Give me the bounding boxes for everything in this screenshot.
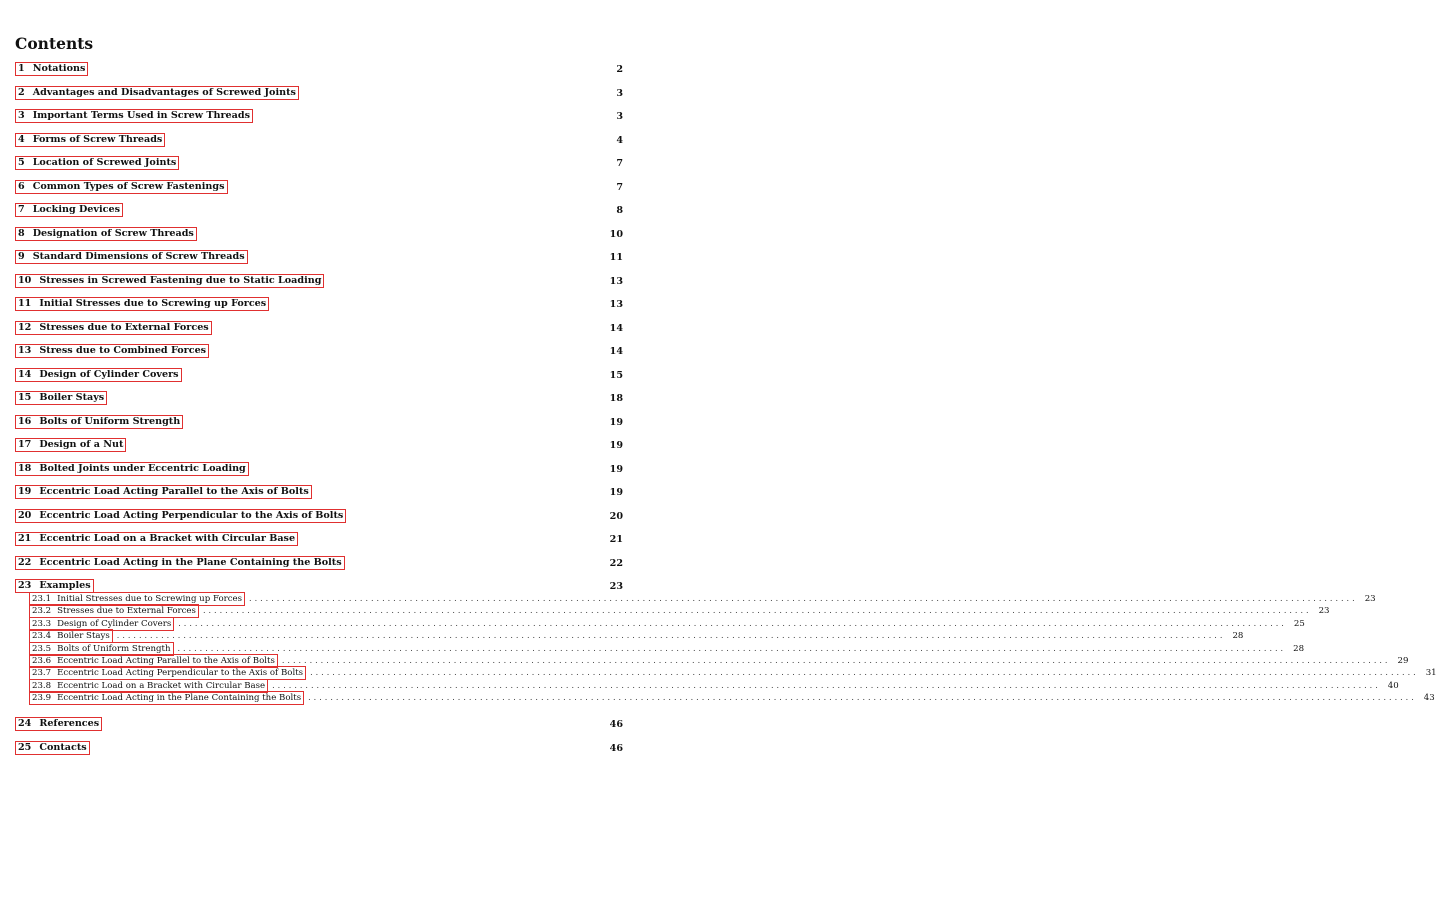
- toc-entry-number: 7: [18, 204, 25, 215]
- toc-page-number: 15: [609, 369, 623, 381]
- toc-entry: [15, 532, 623, 546]
- toc-entry-title: Eccentric Load Acting Parallel to the Axis of Bolts: [57, 656, 275, 666]
- toc-entry: [15, 297, 623, 311]
- toc-entry: [15, 509, 623, 523]
- toc-entry-title: Eccentric Load on a Bracket with Circular Base: [39, 533, 296, 544]
- toc-entry-title: Location of Screwed Joints: [32, 157, 177, 168]
- toc-link[interactable]: [15, 509, 346, 523]
- toc-page-number: 7: [616, 181, 623, 193]
- toc-entry-number: 5: [18, 157, 25, 168]
- toc-entry-number: 20: [18, 510, 32, 521]
- toc-entry-number: 9: [18, 251, 25, 262]
- toc-page-number: 20: [609, 510, 623, 522]
- toc-entry-number: 12: [18, 322, 32, 333]
- toc-entry-title: Advantages and Disadvantages of Screwed Joints: [32, 87, 296, 98]
- toc-entry-number: 11: [18, 298, 32, 309]
- spacer: [165, 133, 609, 147]
- toc-entry-title: Initial Stresses due to Screwing up Forces: [39, 298, 267, 309]
- toc-entry: [15, 741, 623, 755]
- spacer: [126, 438, 609, 452]
- dot-leader: ........................................................................................................................................................................................................: [178, 618, 1287, 628]
- toc-link[interactable]: [15, 297, 269, 311]
- toc-entry-title: Eccentric Load Acting Perpendicular to the Axis of Bolts: [57, 668, 304, 679]
- toc-entry-number: 13: [18, 345, 32, 356]
- spacer: [102, 717, 609, 731]
- toc-entry-title: Forms of Screw Threads: [32, 134, 163, 145]
- toc-link[interactable]: [15, 250, 248, 264]
- spacer: [312, 485, 609, 499]
- toc-entry-title: Locking Devices: [32, 204, 120, 215]
- spacer: [345, 556, 609, 570]
- toc-page-number: 29: [1397, 656, 1409, 666]
- toc-link[interactable]: [15, 391, 107, 405]
- toc-page-number: 19: [609, 486, 623, 498]
- toc-page-number: 22: [609, 557, 623, 569]
- toc-entry-title: Initial Stresses due to Screwing up Forces: [57, 594, 243, 604]
- toc-page-number: 19: [609, 439, 623, 451]
- toc-entry-title: Designation of Screw Threads: [32, 228, 194, 239]
- toc-entry: [15, 321, 623, 335]
- toc-entry-number: 3: [18, 110, 25, 121]
- toc-link[interactable]: [29, 691, 304, 705]
- toc-entry-title: Bolts of Uniform Strength: [39, 416, 181, 427]
- spacer: [299, 86, 609, 100]
- toc-entry-number: 23.1: [32, 594, 52, 604]
- toc-entry-number: 19: [18, 486, 32, 497]
- dot-leader: ........................................................................................................................................................................................................: [202, 606, 1312, 616]
- toc-page-number: 11: [609, 251, 623, 263]
- toc-link[interactable]: [15, 109, 253, 123]
- toc-page-number: 7: [616, 157, 623, 169]
- toc-entry-number: 6: [18, 181, 25, 192]
- toc-entry: [15, 717, 623, 731]
- toc-page-number: 13: [609, 298, 623, 310]
- toc-entry-number: 23.2: [32, 606, 52, 617]
- toc-entry-title: Standard Dimensions of Screw Threads: [32, 251, 245, 262]
- spacer: [298, 532, 609, 546]
- toc-page-number: 3: [616, 87, 623, 99]
- toc-page-number: 4: [616, 134, 623, 146]
- toc-link[interactable]: [15, 438, 126, 452]
- toc-link[interactable]: [15, 180, 228, 194]
- toc-link[interactable]: [15, 462, 249, 476]
- spacer: [183, 415, 609, 429]
- toc-entry: [15, 86, 623, 100]
- toc-entry: [15, 556, 623, 570]
- toc-link[interactable]: [15, 274, 324, 288]
- toc-page-number: 13: [609, 275, 623, 287]
- toc-entry: [15, 109, 623, 123]
- dot-leader: ........................................................................................................................................................................................................: [272, 680, 1381, 690]
- toc-entry: [15, 485, 623, 499]
- toc-page-number: 10: [609, 228, 623, 240]
- toc-page-number: 18: [609, 392, 623, 404]
- toc-entry-number: 25: [18, 742, 32, 753]
- toc-entry-title: Eccentric Load Acting Perpendicular to the Axis of Bolts: [39, 510, 344, 521]
- toc-page-number: 46: [609, 742, 623, 754]
- toc-entry: [15, 274, 623, 288]
- toc-page-number: 2: [616, 63, 623, 75]
- toc-entry-title: Boiler Stays: [57, 631, 110, 642]
- toc-entry-number: 23: [18, 580, 32, 591]
- toc-entry: [15, 368, 623, 382]
- toc-entry: [15, 391, 623, 405]
- spacer: [209, 344, 609, 358]
- toc-entry-number: 17: [18, 439, 32, 450]
- toc-entry-title: Bolted Joints under Eccentric Loading: [39, 463, 246, 474]
- spacer: [212, 321, 609, 335]
- toc-entry-title: Eccentric Load Acting in the Plane Containing the Bolts: [57, 693, 302, 704]
- toc-page-number: 46: [609, 718, 623, 730]
- toc-page-number: 43: [1423, 693, 1435, 704]
- toc-entry: [15, 203, 623, 217]
- dot-leader: ........................................................................................................................................................................................................: [308, 693, 1417, 703]
- spacer: [107, 391, 609, 405]
- toc-entry: [15, 180, 623, 194]
- toc-link[interactable]: [15, 156, 179, 170]
- toc-entry: [15, 250, 623, 264]
- toc-entry: [15, 462, 623, 476]
- toc-entry-title: Eccentric Load Acting Parallel to the Axis of Bolts: [39, 486, 309, 497]
- toc-page-number: 31: [1425, 668, 1437, 679]
- toc-entry-number: 23.8: [32, 680, 52, 691]
- toc-link[interactable]: [15, 62, 88, 76]
- dot-leader: ........................................................................................................................................................................................................: [310, 668, 1419, 678]
- spacer: [179, 156, 609, 170]
- toc-entry-number: 23.9: [32, 693, 52, 704]
- spacer: [253, 109, 609, 123]
- toc-entry-title: Examples: [39, 580, 91, 591]
- toc-entry: [15, 227, 623, 241]
- toc-entry-number: 23.3: [32, 618, 52, 629]
- toc-page-number: 25: [1293, 618, 1305, 629]
- toc-entry: [15, 344, 623, 358]
- spacer: [269, 297, 609, 311]
- toc-link[interactable]: [15, 133, 165, 147]
- toc-page-number: 19: [609, 463, 623, 475]
- toc-page-number: 40: [1387, 680, 1399, 691]
- toc-entry-number: 16: [18, 416, 32, 427]
- toc-entry-number: 4: [18, 134, 25, 145]
- toc-link[interactable]: [15, 86, 299, 100]
- toc-page-number: 14: [609, 345, 623, 357]
- toc-link[interactable]: [15, 717, 102, 731]
- toc-link[interactable]: [15, 485, 312, 499]
- toc-entry-number: 18: [18, 463, 32, 474]
- toc-link[interactable]: [15, 532, 298, 546]
- toc-page-number: 28: [1293, 643, 1305, 654]
- toc-page-number: 21: [609, 533, 623, 545]
- toc-entry-number: 23.6: [32, 656, 52, 666]
- toc-entry-number: 8: [18, 228, 25, 239]
- toc-entry: [15, 438, 623, 452]
- dot-leader: ........................................................................................................................................................................................................: [116, 631, 1226, 641]
- toc-entry-title: Eccentric Load on a Bracket with Circular Base: [57, 680, 266, 691]
- toc-entry: [15, 133, 623, 147]
- toc-entry: [15, 62, 623, 76]
- toc-entry-number: 2: [18, 87, 25, 98]
- toc-entry-number: 23.7: [32, 668, 52, 679]
- toc-entry-title: Boiler Stays: [39, 392, 105, 403]
- dot-leader: ........................................................................................................................................................................................................: [281, 656, 1391, 665]
- spacer: [324, 274, 609, 288]
- spacer: [248, 250, 609, 264]
- spacer: [197, 227, 609, 241]
- toc-entry-title: Design of Cylinder Covers: [57, 618, 172, 629]
- toc-entry-number: 14: [18, 369, 32, 380]
- toc-entry-title: Design of Cylinder Covers: [39, 369, 179, 380]
- toc-link[interactable]: [15, 741, 90, 755]
- toc-page-number: 8: [616, 204, 623, 216]
- toc-entry-number: 15: [18, 392, 32, 403]
- toc-link[interactable]: [15, 227, 197, 241]
- toc-page-number: 23: [1318, 606, 1330, 617]
- toc-entry-number: 23.4: [32, 631, 52, 642]
- toc-page-number: 19: [609, 416, 623, 428]
- toc-page-number: 3: [616, 110, 623, 122]
- spacer: [182, 368, 609, 382]
- toc-page-number: 23: [1364, 594, 1376, 604]
- spacer: [249, 462, 609, 476]
- toc-entry-title: Eccentric Load Acting in the Plane Containing the Bolts: [39, 557, 342, 568]
- toc-entry-title: Stresses due to External Forces: [57, 606, 196, 617]
- toc-entry-title: Important Terms Used in Screw Threads: [32, 110, 250, 121]
- spacer: [123, 203, 609, 217]
- toc-link[interactable]: [15, 556, 345, 570]
- toc-entry-title: Stresses in Screwed Fastening due to Static Loading: [39, 275, 322, 286]
- toc-entry-title: Design of a Nut: [39, 439, 124, 450]
- toc-link[interactable]: [15, 321, 212, 335]
- toc-entry-title: Stresses due to External Forces: [39, 322, 209, 333]
- toc-subentry: [15, 691, 1435, 705]
- toc-entry-number: 10: [18, 275, 32, 286]
- toc-link[interactable]: [15, 415, 183, 429]
- toc-entry-title: Bolts of Uniform Strength: [57, 643, 171, 654]
- spacer: [88, 62, 609, 76]
- toc-entry-number: 1: [18, 63, 25, 74]
- toc-link[interactable]: [15, 368, 182, 382]
- toc-entry-title: Contacts: [39, 742, 87, 753]
- page-title: Contents: [15, 34, 94, 53]
- toc-link[interactable]: [15, 579, 94, 593]
- spacer: [346, 509, 609, 523]
- toc-entry: [15, 415, 623, 429]
- toc-entry: [15, 579, 623, 593]
- toc-entry-title: Common Types of Screw Fastenings: [32, 181, 225, 192]
- toc-page-number: 23: [609, 580, 623, 592]
- toc-page-number: 28: [1232, 631, 1244, 642]
- toc-entry-number: 21: [18, 533, 32, 544]
- spacer: [94, 579, 609, 593]
- toc-link[interactable]: [15, 344, 209, 358]
- spacer: [90, 741, 609, 755]
- spacer: [228, 180, 610, 194]
- toc-entry-number: 23.5: [32, 643, 52, 654]
- dot-leader: ........................................................................................................................................................................................................: [177, 643, 1287, 653]
- toc-entry-title: References: [39, 718, 100, 729]
- toc-entry-title: Stress due to Combined Forces: [39, 345, 207, 356]
- toc-entry-title: Notations: [32, 63, 86, 74]
- toc-entry: [15, 156, 623, 170]
- toc-entry-number: 22: [18, 557, 32, 568]
- toc-link[interactable]: [15, 203, 123, 217]
- toc-entry-number: 24: [18, 718, 32, 729]
- dot-leader: ........................................................................................................................................................................................................: [249, 594, 1358, 603]
- toc-page-number: 14: [609, 322, 623, 334]
